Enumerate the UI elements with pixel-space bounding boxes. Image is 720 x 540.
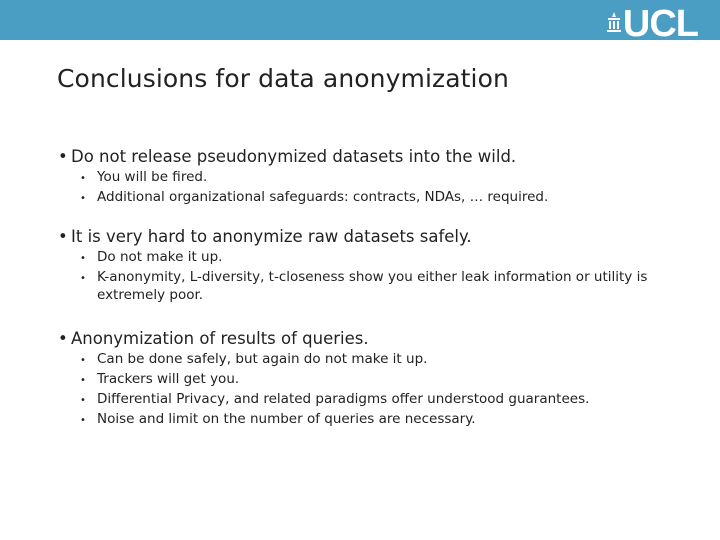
bullet-section [58, 146, 698, 208]
sub-bullet-text: Trackers will get you. [97, 371, 240, 387]
bullet-dot-icon: • [58, 329, 68, 348]
sub-bullet-text: K-anonymity, L-diversity, t-closeness show you either leak information or utility is extremely poor. [97, 269, 648, 303]
slide-title: Conclusions for data anonymization [57, 64, 509, 93]
bullet-list [58, 146, 698, 430]
logo-text: UCL [622, 3, 698, 45]
sub-bullet-dot-icon: • [80, 173, 86, 184]
sub-bullet-dot-icon: • [80, 193, 86, 204]
sub-bullet-item [80, 410, 698, 430]
bullet-item [58, 328, 698, 350]
sub-bullet-dot-icon: • [80, 415, 86, 426]
sub-bullet-item [80, 350, 698, 370]
portico-logo-icon [607, 12, 621, 32]
sub-bullet-item [80, 268, 698, 304]
sub-bullet-dot-icon: • [80, 395, 86, 406]
sub-bullet-item [80, 168, 698, 188]
ucl-logo [607, 3, 698, 45]
bullet-item [58, 146, 698, 168]
sub-bullet-dot-icon: • [80, 355, 86, 366]
sub-bullet-item [80, 248, 698, 268]
sub-bullet-dot-icon: • [80, 273, 86, 284]
bullet-item [58, 226, 698, 248]
bullet-text: Anonymization of results of queries. [71, 329, 369, 348]
bullet-section [58, 226, 698, 304]
sub-bullet-text: Differential Privacy, and related paradigms offer understood guarantees. [97, 391, 590, 407]
sub-bullet-text: Can be done safely, but again do not make it up. [97, 351, 428, 367]
sub-bullet-item [80, 370, 698, 390]
sub-bullet-text: Additional organizational safeguards: contracts, NDAs, … required. [97, 189, 549, 205]
sub-bullet-text: You will be fired. [97, 169, 208, 185]
sub-bullet-item [80, 390, 698, 410]
bullet-text: Do not release pseudonymized datasets into the wild. [71, 147, 517, 166]
sub-bullet-text: Noise and limit on the number of queries are necessary. [97, 411, 476, 427]
bullet-dot-icon: • [58, 147, 68, 166]
bullet-section [58, 328, 698, 430]
bullet-dot-icon: • [58, 227, 68, 246]
sub-bullet-text: Do not make it up. [97, 249, 223, 265]
bullet-text: It is very hard to anonymize raw datasets safely. [71, 227, 472, 246]
sub-bullet-dot-icon: • [80, 253, 86, 264]
sub-bullet-dot-icon: • [80, 375, 86, 386]
sub-bullet-item [80, 188, 698, 208]
